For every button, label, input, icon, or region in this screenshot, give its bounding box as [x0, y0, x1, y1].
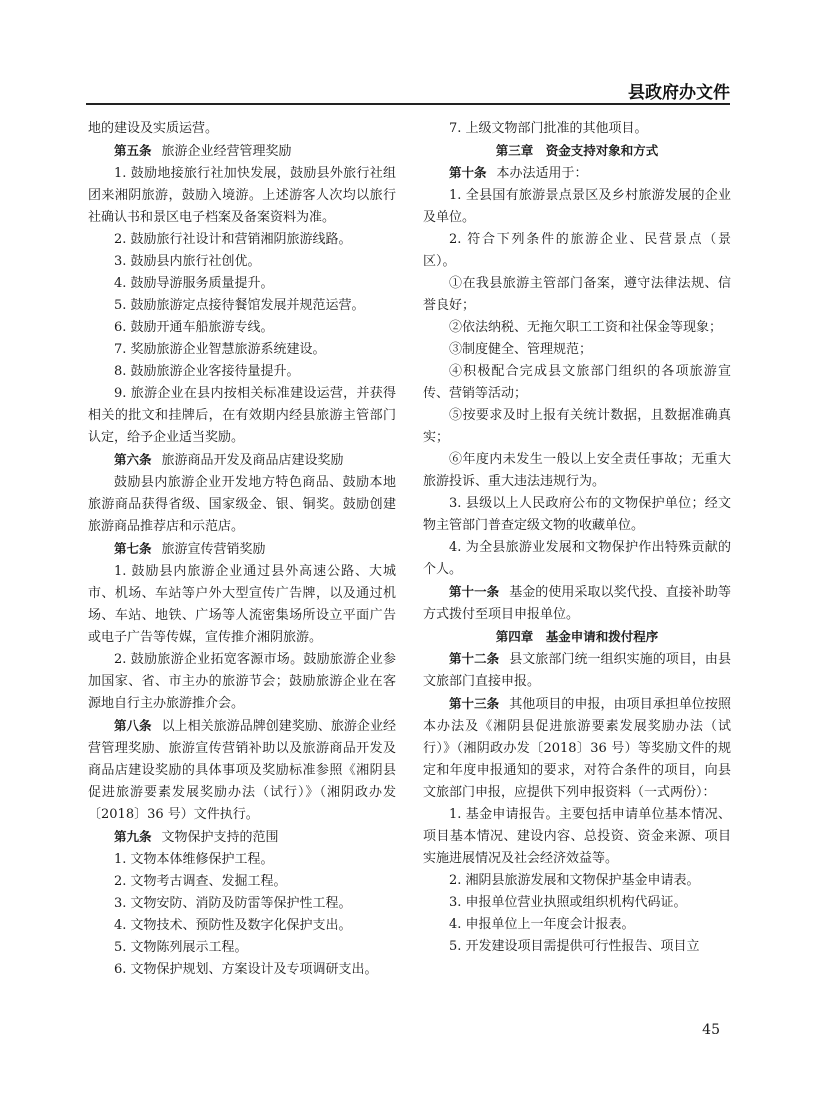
- right-text-column: [423, 118, 731, 958]
- body-paragraph: 3. 县级以上人民政府公布的文物保护单位；经文物主管部门普查定级文物的收藏单位。: [423, 496, 731, 533]
- body-paragraph: 1. 鼓励地接旅行社加快发展，鼓励县外旅行社组团来湘阴旅游，鼓励入境游。上述游客人次均以旅行社确认书和景区电子档案及备案资料为准。: [88, 166, 396, 225]
- body-paragraph: 2. 符合下列条件的旅游企业、民营景点（景区）。: [423, 232, 731, 269]
- article-label: 第十二条: [449, 651, 500, 666]
- article-paragraph: [423, 162, 731, 185]
- article-text: 其他项目的申报，由项目承担单位按照本办法及《湘阴县促进旅游要素发展奖励办法（试行）》（湘阴政办发〔2018〕36 号）等奖励文件的规定和年度申报通知的要求，对符合条件的项目，向县文旅部门申报，应提供下列申报资料（一式两份）：: [423, 697, 731, 800]
- article-label: 第五条: [114, 143, 152, 158]
- body-paragraph: 2. 鼓励旅行社设计和营销湘阴旅游线路。: [114, 232, 352, 247]
- body-paragraph: 4. 鼓励导游服务质量提升。: [114, 276, 274, 291]
- article-label: 第八条: [114, 718, 152, 733]
- article-paragraph: [88, 826, 396, 849]
- body-paragraph: 1. 鼓励县内旅游企业通过县外高速公路、大城市、机场、车站等户外大型宣传广告牌，以及通过机场、车站、地铁、广场等人流密集场所设立平面广告或电子广告等传媒，宣传推介湘阴旅游。: [88, 564, 396, 645]
- body-paragraph: 3. 申报单位营业执照或组织机构代码证。: [449, 895, 687, 910]
- page-number: 45: [702, 1022, 720, 1038]
- body-paragraph: 3. 鼓励县内旅行社创优。: [114, 254, 261, 269]
- body-paragraph: 2. 鼓励旅游企业拓宽客源市场。鼓励旅游企业参加国家、省、市主办的旅游节会；鼓励旅游企业在客源地自行主办旅游推介会。: [88, 652, 396, 711]
- body-paragraph: 1. 全县国有旅游景点景区及乡村旅游发展的企业及单位。: [423, 188, 731, 225]
- article-label: 第六条: [114, 452, 152, 467]
- body-paragraph: 3. 文物安防、消防及防雷等保护性工程。: [114, 896, 352, 911]
- article-paragraph: [423, 693, 731, 804]
- article-label: 第九条: [114, 829, 152, 844]
- body-paragraph: 5. 文物陈列展示工程。: [114, 940, 248, 955]
- article-paragraph: [88, 140, 396, 163]
- article-label: 第七条: [114, 541, 152, 556]
- body-paragraph: 6. 鼓励开通车船旅游专线。: [114, 320, 274, 335]
- body-paragraph: 7. 上级文物部门批准的其他项目。: [449, 121, 648, 136]
- body-paragraph: 鼓励县内旅游企业开发地方特色商品、鼓励本地旅游商品获得省级、国家级金、银、铜奖。鼓励创建旅游商品推荐店和示范店。: [88, 475, 396, 534]
- article-text: 文物保护支持的范围: [161, 830, 279, 845]
- body-paragraph: 6. 文物保护规划、方案设计及专项调研支出。: [114, 962, 378, 977]
- body-paragraph: 4. 申报单位上一年度会计报表。: [449, 917, 635, 932]
- body-paragraph: 地的建设及实质运营。: [88, 121, 219, 136]
- article-text: 旅游宣传营销奖励: [161, 542, 266, 557]
- body-paragraph: ③制度健全、管理规范；: [449, 342, 593, 357]
- article-paragraph: [88, 538, 396, 561]
- article-label: 第十条: [449, 165, 487, 180]
- body-paragraph: ②依法纳税、无拖欠职工工资和社保金等现象；: [449, 320, 723, 335]
- body-paragraph: 5. 开发建设项目需提供可行性报告、项目立: [449, 939, 700, 954]
- body-paragraph: 1. 文物本体维修保护工程。: [114, 852, 274, 867]
- left-text-column: [88, 118, 396, 981]
- body-paragraph: ⑤按要求及时上报有关统计数据，且数据准确真实；: [423, 408, 731, 445]
- chapter-heading: 第三章 资金支持对象和方式: [495, 143, 659, 158]
- chapter-heading: 第四章 基金申请和拨付程序: [495, 629, 659, 644]
- body-paragraph: 8. 鼓励旅游企业客接待量提升。: [114, 364, 300, 379]
- article-paragraph: [88, 715, 396, 826]
- article-text: 本办法适用于：: [496, 166, 588, 181]
- body-paragraph: 5. 鼓励旅游定点接待餐馆发展并规范运营。: [114, 298, 365, 313]
- body-paragraph: ①在我县旅游主管部门备案，遵守法律法规、信誉良好；: [423, 276, 731, 313]
- body-paragraph: 4. 文物技术、预防性及数字化保护支出。: [114, 918, 352, 933]
- article-label: 第十三条: [449, 696, 500, 711]
- article-text: 旅游商品开发及商品店建设奖励: [161, 453, 344, 468]
- body-paragraph: 7. 奖励旅游企业智慧旅游系统建设。: [114, 342, 326, 357]
- article-text: 基金的使用采取以奖代投、直接补助等方式拨付至项目申报单位。: [423, 585, 731, 622]
- header-divider: [86, 103, 730, 105]
- article-label: 第十一条: [449, 584, 500, 599]
- body-paragraph: 1. 基金申请报告。主要包括申请单位基本情况、项目基本情况、建设内容、总投资、资金来源、项目实施进展情况及社会经济效益等。: [423, 807, 731, 866]
- body-paragraph: 4. 为全县旅游业发展和文物保护作出特殊贡献的个人。: [423, 540, 731, 577]
- body-paragraph: ④积极配合完成县文旅部门组织的各项旅游宣传、营销等活动；: [423, 364, 731, 401]
- document-category-title: 县政府办文件: [628, 83, 730, 103]
- body-paragraph: ⑥年度内未发生一般以上安全责任事故；无重大旅游投诉、重大违法违规行为。: [423, 452, 731, 489]
- article-text: 以上相关旅游品牌创建奖励、旅游企业经营管理奖励、旅游宣传营销补助以及旅游商品开发及商品店建设奖励的具体事项及奖励标准参照《湘阴县促进旅游要素发展奖励办法（试行）》（湘阴政办发〔2018〕36 号）文件执行。: [88, 719, 396, 822]
- body-paragraph: 2. 湘阴县旅游发展和文物保护基金申请表。: [449, 873, 700, 888]
- article-paragraph: [423, 581, 731, 626]
- article-text: 旅游企业经营管理奖励: [161, 144, 292, 159]
- article-text: 县文旅部门统一组织实施的项目，由县文旅部门直接申报。: [423, 652, 731, 689]
- article-paragraph: [423, 648, 731, 693]
- body-paragraph: 2. 文物考古调查、发掘工程。: [114, 874, 287, 889]
- article-paragraph: [88, 449, 396, 472]
- body-paragraph: 9. 旅游企业在县内按相关标准建设运营，并获得相关的批文和挂牌后，在有效期内经县旅游主管部门认定，给予企业适当奖励。: [88, 386, 396, 445]
